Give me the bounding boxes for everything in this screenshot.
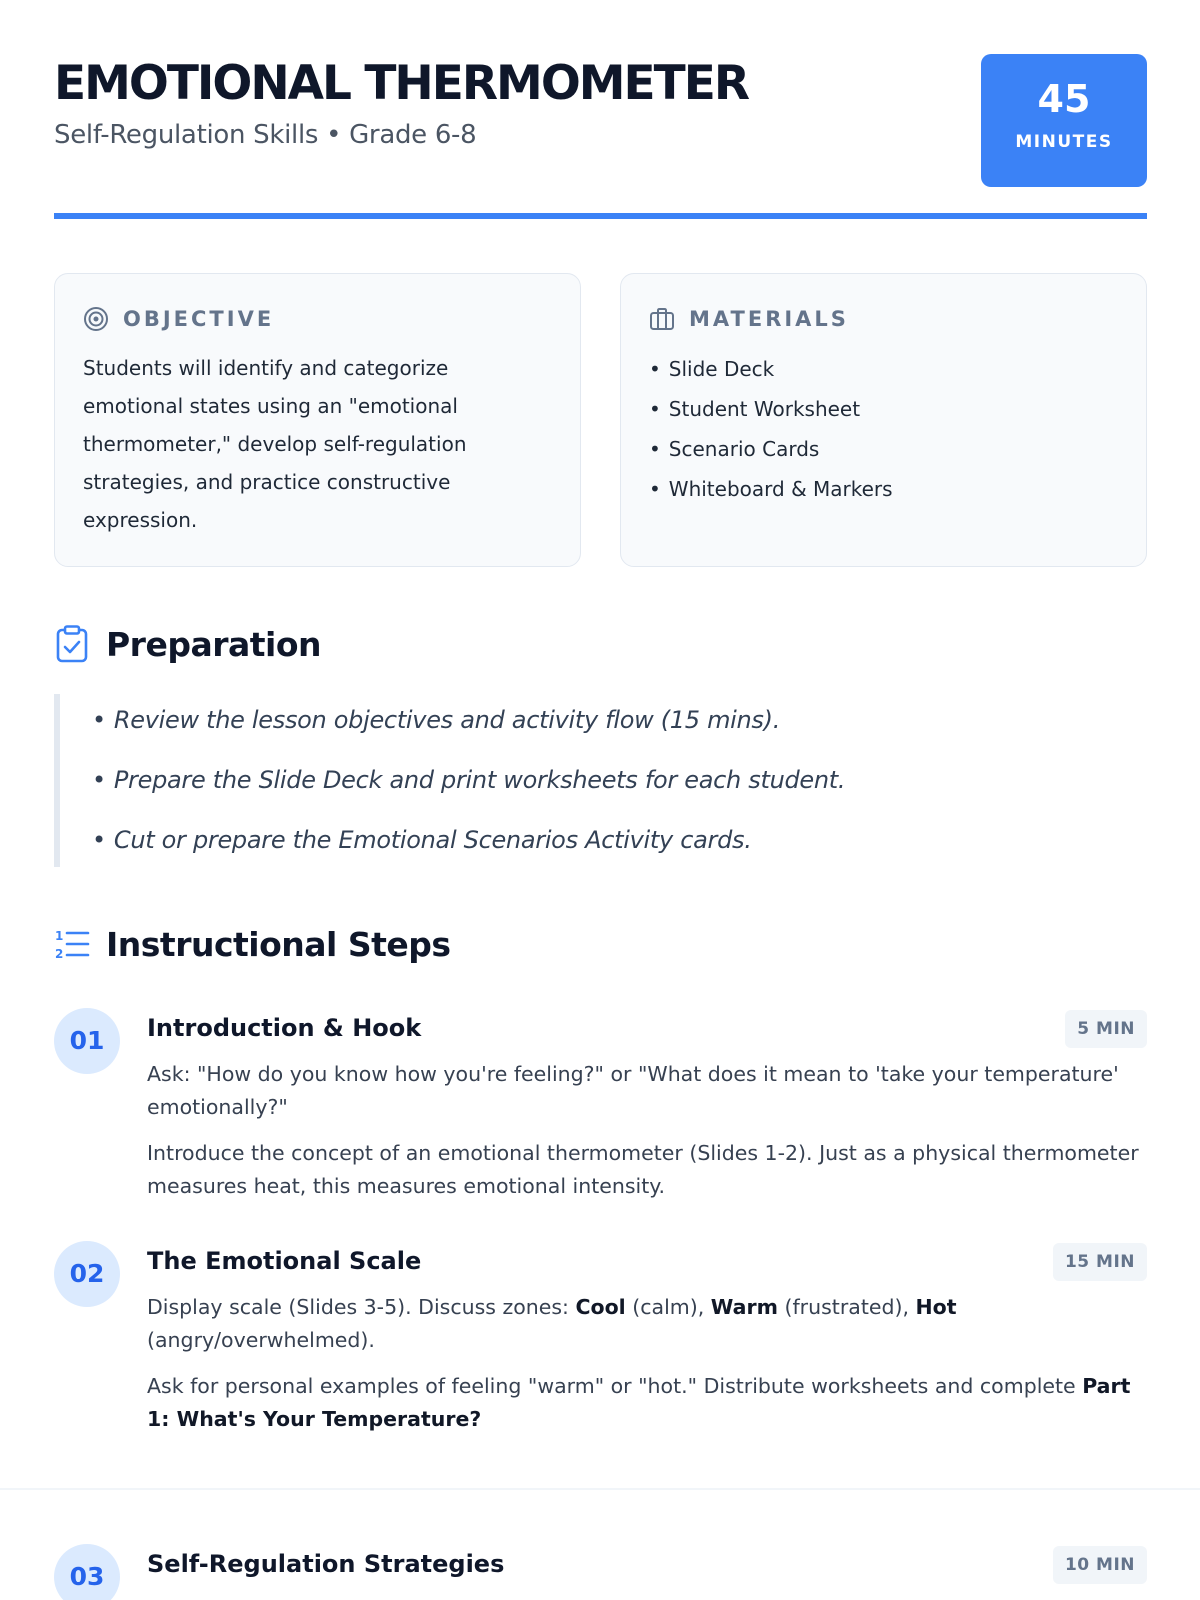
step-paragraph: Introduce the concept of an emotional thermometer (Slides 1-2). Just as a physical thermometer measures heat, this measures emotional intensity. <box>147 1141 1139 1198</box>
material-item: • Whiteboard & Markers <box>649 469 893 509</box>
preparation-item: • Prepare the Slide Deck and print worksheets for each student. <box>92 754 1147 814</box>
objective-text: Students will identify and categorize emotional states using an "emotional thermometer," develop self-regulation strategies, and practice constructive expression. <box>83 356 467 532</box>
preparation-block <box>54 694 1147 867</box>
step-title: Introduction & Hook <box>147 1014 422 1042</box>
duration-badge <box>981 54 1147 187</box>
objective-label: OBJECTIVE <box>123 307 275 331</box>
svg-text:1: 1 <box>55 929 64 943</box>
step-paragraph: Ask: "How do you know how you're feeling?" or "What does it mean to 'take your temperature' emotionally?" <box>147 1062 1119 1119</box>
step-duration-badge: 5 MIN <box>1065 1010 1147 1048</box>
page-break-divider <box>0 1488 1200 1490</box>
materials-list <box>649 349 893 509</box>
header <box>54 54 1147 188</box>
step-number: 01 <box>54 1008 120 1074</box>
duration-value: 45 <box>1037 77 1091 121</box>
svg-text:2: 2 <box>55 947 64 961</box>
step-number: 02 <box>54 1241 120 1307</box>
preparation-item: • Review the lesson objectives and activity flow (15 mins). <box>92 694 1147 754</box>
preparation-list <box>60 694 1147 874</box>
step-paragraph: Display scale (Slides 3-5). Discuss zones: Cool (calm), Warm (frustrated), Hot (angry/overwhelmed). <box>147 1295 957 1352</box>
materials-heading <box>649 304 849 334</box>
preparation-heading <box>54 622 321 666</box>
target-icon <box>83 306 109 332</box>
objective-card <box>54 273 581 567</box>
objective-heading <box>83 304 274 334</box>
material-item: • Scenario Cards <box>649 429 893 469</box>
step-description <box>147 1291 1147 1449</box>
material-item: • Student Worksheet <box>649 389 893 429</box>
step-title: Self-Regulation Strategies <box>147 1550 505 1578</box>
header-divider <box>54 213 1147 219</box>
preparation-title: Preparation <box>106 624 322 664</box>
briefcase-icon <box>649 306 675 332</box>
clipboard-check-icon <box>54 625 90 663</box>
page-subtitle: Self-Regulation Skills • Grade 6-8 <box>54 120 477 150</box>
step-paragraph: Ask for personal examples of feeling "warm" or "hot." Distribute worksheets and complete Part 1: What's Your Temperature? <box>147 1374 1131 1431</box>
materials-label: MATERIALS <box>689 307 849 331</box>
step-number: 03 <box>54 1544 120 1600</box>
step-description <box>147 1058 1147 1216</box>
step-duration-badge: 10 MIN <box>1053 1546 1147 1584</box>
duration-unit: MINUTES <box>1015 132 1113 152</box>
page-title: EMOTIONAL THERMOMETER <box>54 56 749 111</box>
step-title: The Emotional Scale <box>147 1247 422 1275</box>
preparation-item: • Cut or prepare the Emotional Scenarios Activity cards. <box>92 814 1147 874</box>
numbered-list-icon <box>54 925 90 963</box>
material-item: • Slide Deck <box>649 349 893 389</box>
steps-title: Instructional Steps <box>106 924 451 964</box>
materials-card <box>620 273 1147 567</box>
step-duration-badge: 15 MIN <box>1053 1243 1147 1281</box>
steps-heading <box>54 922 451 966</box>
